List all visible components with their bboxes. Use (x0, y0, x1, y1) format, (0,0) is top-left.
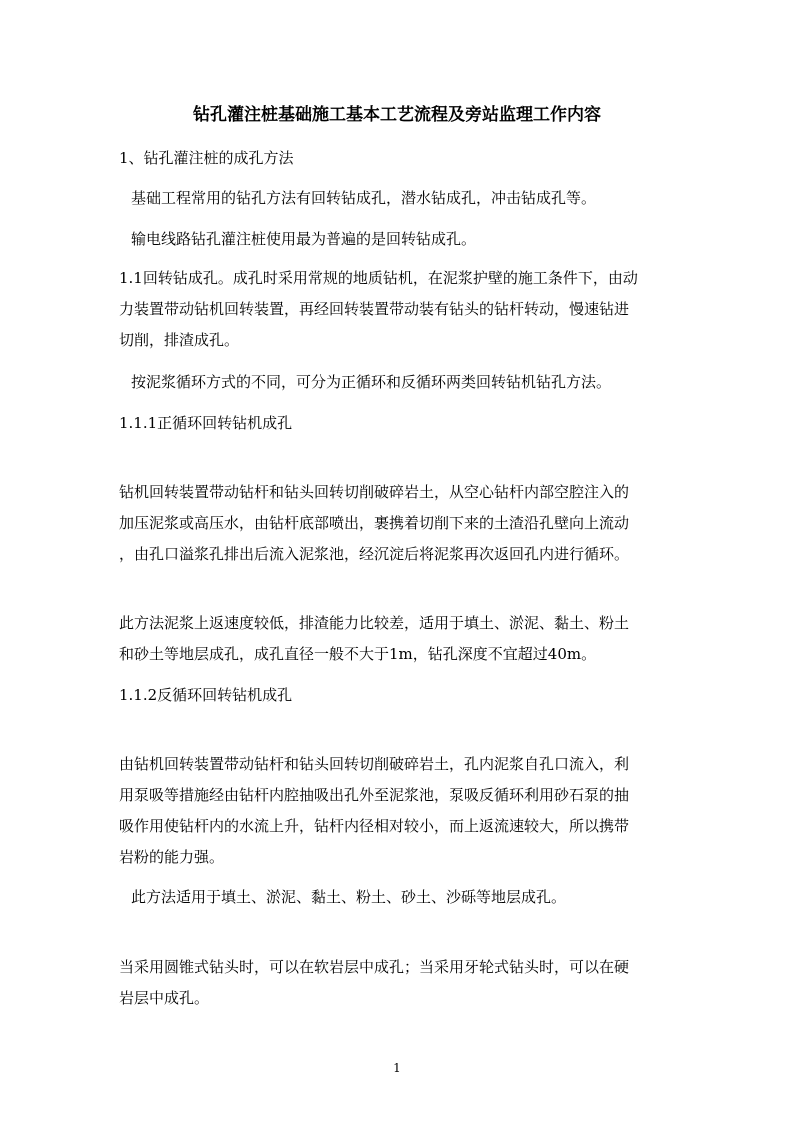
page-number: 1 (393, 1061, 401, 1075)
paragraph-line: 加压泥浆或高压水，由钻杆底部喷出，裹携着切削下来的土渣沿孔壁向上流动 (119, 514, 630, 532)
paragraph-line: 切削，排渣成孔。 (119, 331, 240, 349)
paragraph-line: 此方法泥浆上返速度较低，排渣能力比较差，适用于填土、淤泥、黏土、粉土 (119, 614, 630, 632)
paragraph-line: 和砂土等地层成孔，成孔直径一般不大于1m，钻孔深度不宜超过40m。 (119, 645, 597, 663)
subsection-heading: 1.1.1正循环回转钻机成孔 (119, 414, 293, 432)
paragraph-line: 当采用圆锥式钻头时，可以在软岩层中成孔；当采用牙轮式钻头时，可以在硬 (119, 958, 630, 976)
paragraph-line: 钻机回转装置带动钻杆和钻头回转切削破碎岩土，从空心钻杆内部空腔注入的 (119, 483, 630, 501)
paragraph-line: 由钻机回转装置带动钻杆和钻头回转切削破碎岩土，孔内泥浆自孔口流入，利 (119, 755, 630, 773)
paragraph-line: 力装置带动钻机回转装置，再经回转装置带动装有钻头的钻杆转动，慢速钻进 (119, 300, 630, 318)
section-heading: 1、钻孔灌注桩的成孔方法 (119, 149, 294, 167)
paragraph-line: ，由孔口溢浆孔排出后流入泥浆池，经沉淀后将泥浆再次返回孔内进行循环。 (119, 545, 630, 563)
paragraph-line: 此方法适用于填土、淤泥、黏土、粉土、砂土、沙砾等地层成孔。 (131, 888, 567, 906)
paragraph-line: 1.1回转钻成孔。成孔时采用常规的地质钻机，在泥浆护壁的施工条件下，由动 (119, 269, 638, 287)
paragraph-line: 按泥浆循环方式的不同，可分为正循环和反循环两类回转钻机钻孔方法。 (131, 373, 612, 391)
paragraph-line: 岩粉的能力强。 (119, 848, 225, 866)
document-title: 钻孔灌注桩基础施工基本工艺流程及旁站监理工作内容 (193, 105, 601, 125)
paragraph-line: 岩层中成孔。 (119, 989, 210, 1007)
paragraph-line: 用泵吸等措施经由钻杆内腔抽吸出孔外至泥浆池，泵吸反循环利用砂石泵的抽 (119, 786, 630, 804)
subsection-heading: 1.1.2反循环回转钻机成孔 (119, 686, 293, 704)
paragraph-line: 基础工程常用的钻孔方法有回转钻成孔，潜水钻成孔，冲击钻成孔等。 (131, 189, 597, 207)
paragraph-line: 输电线路钻孔灌注桩使用最为普遍的是回转钻成孔。 (131, 230, 477, 248)
paragraph-line: 吸作用使钻杆内的水流上升，钻杆内径相对较小，而上返流速较大，所以携带 (119, 817, 630, 835)
